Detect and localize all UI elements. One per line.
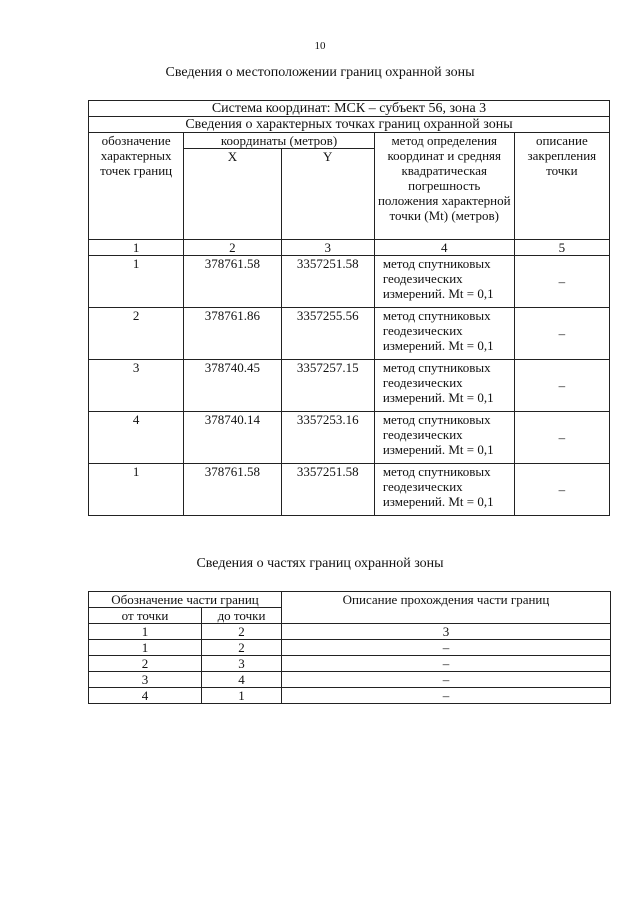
section-title-parts: Сведения о частях границ охранной зоны	[196, 556, 444, 571]
section-title-location: Сведения о местоположении границ охранной зоны	[165, 65, 475, 80]
to-point: 1	[202, 688, 282, 704]
header-to-point: до точки	[202, 608, 282, 624]
header-from-point: от точки	[89, 608, 202, 624]
header-designation: обозначение характерных точек границ	[89, 133, 184, 240]
from-point: 1	[89, 640, 202, 656]
method-text: метод спутниковых геодезических измерений. Mt = 0,1	[374, 256, 514, 308]
coord-x: 378761.58	[184, 464, 281, 516]
table-row	[89, 640, 611, 656]
column-number: 5	[514, 240, 609, 256]
column-number: 1	[89, 624, 202, 640]
from-point: 3	[89, 672, 202, 688]
characteristic-points-table	[88, 100, 610, 516]
header-description: Описание прохождения части границ	[282, 592, 611, 624]
point-designation: 4	[89, 412, 184, 464]
table-row	[89, 672, 611, 688]
fixing-text: –	[514, 256, 609, 308]
table-row	[89, 464, 610, 516]
points-subheader: Сведения о характерных точках границ охранной зоны	[89, 117, 610, 133]
column-number: 3	[282, 624, 611, 640]
column-number: 1	[89, 240, 184, 256]
header-x: X	[184, 149, 281, 240]
point-designation: 3	[89, 360, 184, 412]
table-row	[89, 308, 610, 360]
table-row	[89, 360, 610, 412]
fixing-text: –	[514, 412, 609, 464]
header-fixing: описание закрепления точки	[514, 133, 609, 240]
coord-y: 3357251.58	[281, 464, 374, 516]
column-number: 4	[374, 240, 514, 256]
coord-y: 3357255.56	[281, 308, 374, 360]
header-method: метод определения координат и средняя квадратическая погрешность положения характерной точки (Mt) (метров)	[374, 133, 514, 240]
coord-x: 378740.45	[184, 360, 281, 412]
header-y: Y	[281, 149, 374, 240]
method-text: метод спутниковых геодезических измерений. Mt = 0,1	[374, 308, 514, 360]
column-number: 3	[281, 240, 374, 256]
method-text: метод спутниковых геодезических измерений. Mt = 0,1	[374, 360, 514, 412]
part-description: –	[282, 640, 611, 656]
column-number: 2	[184, 240, 281, 256]
coord-x: 378740.14	[184, 412, 281, 464]
to-point: 4	[202, 672, 282, 688]
fixing-text: –	[514, 308, 609, 360]
from-point: 2	[89, 656, 202, 672]
coord-y: 3357257.15	[281, 360, 374, 412]
page-number: 10	[314, 40, 326, 52]
table-row	[89, 656, 611, 672]
coord-system-header: Система координат: МСК – субъект 56, зона 3	[89, 101, 610, 117]
coord-x: 378761.58	[184, 256, 281, 308]
header-part-designation: Обозначение части границ	[89, 592, 282, 608]
boundary-parts-table	[88, 591, 611, 704]
fixing-text: –	[514, 360, 609, 412]
fixing-text: –	[514, 464, 609, 516]
table-row	[89, 256, 610, 308]
coord-y: 3357253.16	[281, 412, 374, 464]
coord-x: 378761.86	[184, 308, 281, 360]
to-point: 3	[202, 656, 282, 672]
method-text: метод спутниковых геодезических измерений. Mt = 0,1	[374, 464, 514, 516]
from-point: 4	[89, 688, 202, 704]
point-designation: 1	[89, 256, 184, 308]
part-description: –	[282, 688, 611, 704]
header-coordinates: координаты (метров)	[184, 133, 375, 149]
coord-y: 3357251.58	[281, 256, 374, 308]
part-description: –	[282, 672, 611, 688]
column-number: 2	[202, 624, 282, 640]
point-designation: 2	[89, 308, 184, 360]
point-designation: 1	[89, 464, 184, 516]
table-row	[89, 412, 610, 464]
method-text: метод спутниковых геодезических измерений. Mt = 0,1	[374, 412, 514, 464]
part-description: –	[282, 656, 611, 672]
to-point: 2	[202, 640, 282, 656]
table-row	[89, 688, 611, 704]
